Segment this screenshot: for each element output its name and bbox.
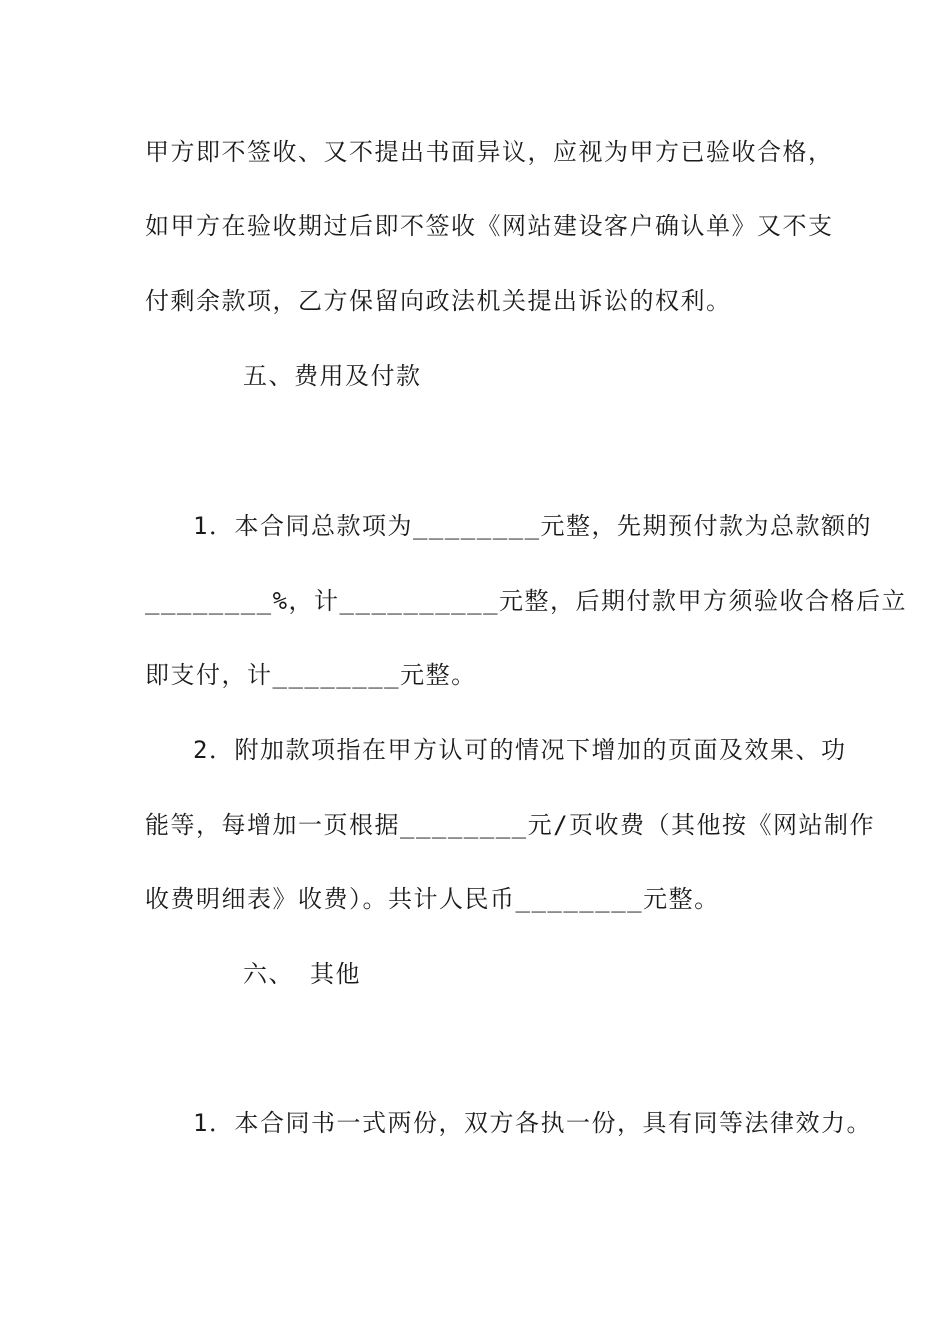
section-heading-other: 六、 其他 — [243, 960, 361, 988]
clause-line: ________%，计__________元整，后期付款甲方须验收合格后立 — [145, 587, 908, 615]
clause-line: 能等，每增加一页根据________元/页收费（其他按《网站制作 — [145, 811, 876, 839]
clause-line: 1．本合同总款项为________元整，先期预付款为总款额的 — [193, 512, 873, 540]
clause-line: 收费明细表》收费）。共计人民币________元整。 — [145, 885, 720, 913]
paragraph-line: 如甲方在验收期过后即不签收《网站建设客户确认单》又不支 — [145, 212, 834, 240]
clause-line: 即支付，计________元整。 — [145, 661, 477, 689]
clause-line: 1．本合同书一式两份，双方各执一份，具有同等法律效力。 — [193, 1109, 872, 1137]
clause-line: 2．附加款项指在甲方认可的情况下增加的页面及效果、功 — [193, 736, 847, 764]
section-heading-fees: 五、费用及付款 — [243, 362, 422, 390]
paragraph-line: 付剩余款项，乙方保留向政法机关提出诉讼的权利。 — [145, 287, 732, 315]
paragraph-line: 甲方即不签收、又不提出书面异议，应视为甲方已验收合格， — [145, 138, 834, 166]
